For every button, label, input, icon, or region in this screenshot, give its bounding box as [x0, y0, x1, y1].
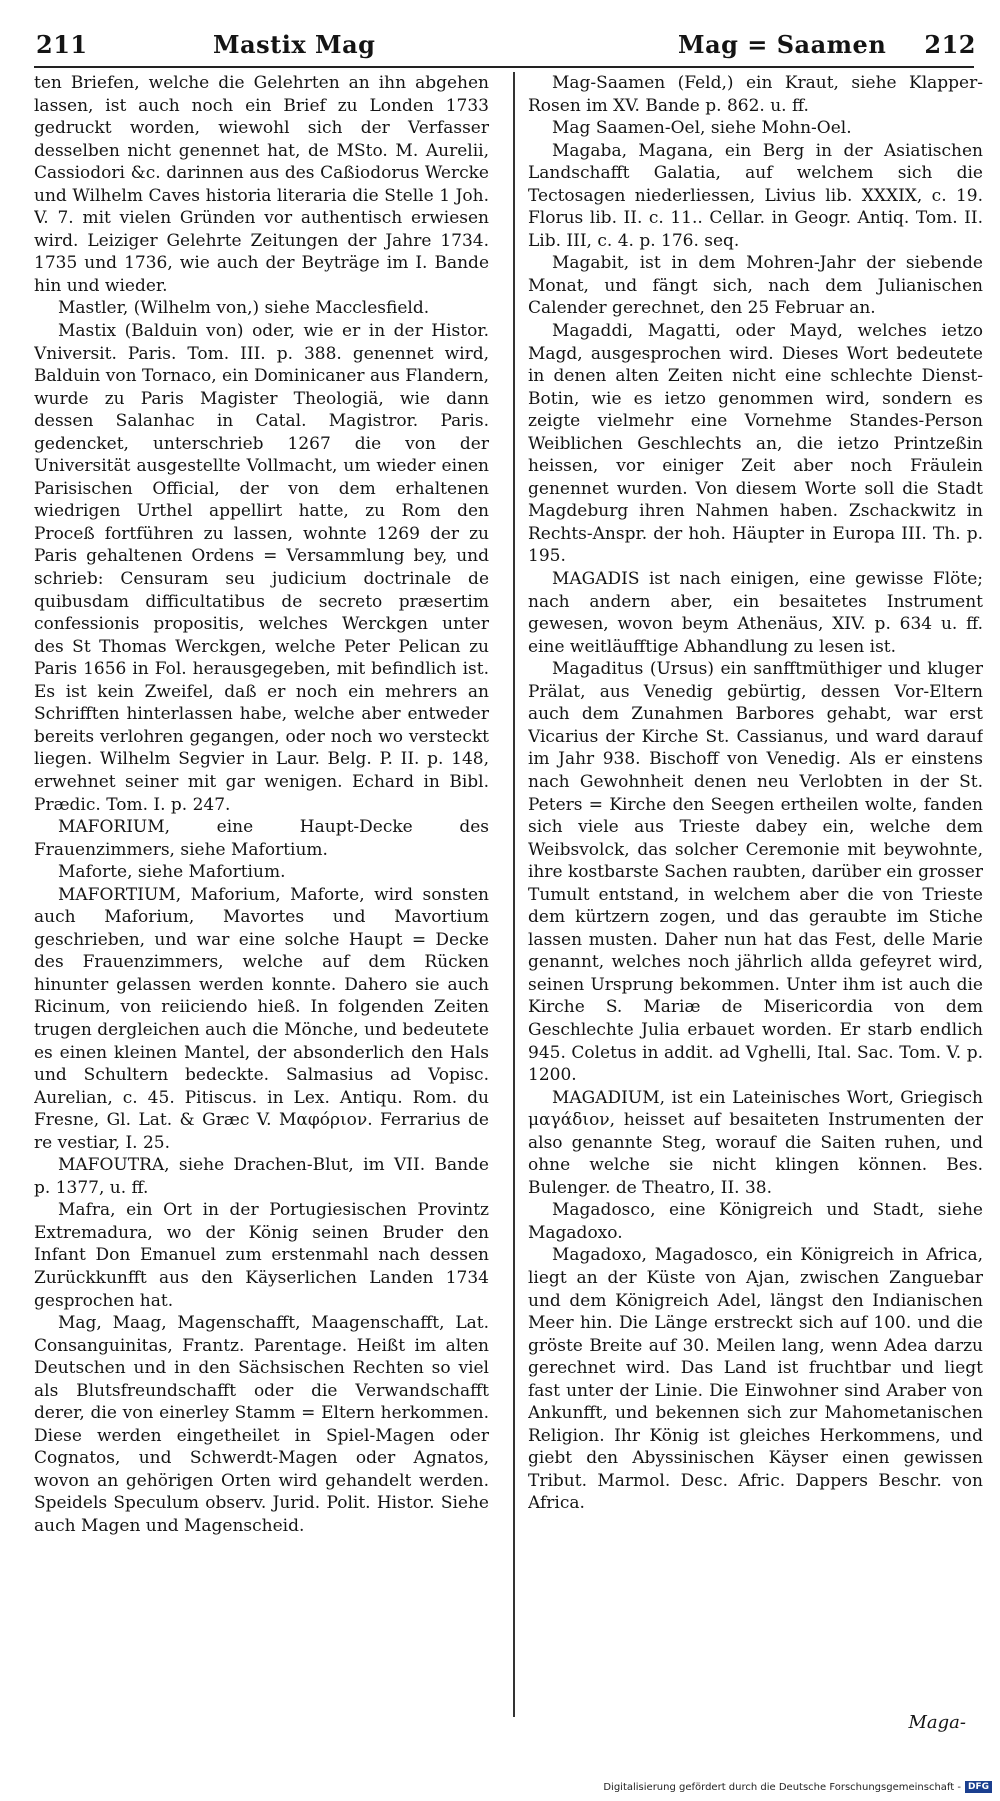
entry-magadosco: Magadosco, eine Königreich und Stadt, siehe Magadoxo. — [528, 1200, 983, 1243]
entry-magaba: Magaba, Magana, ein Berg in der Asiatischen Landschafft Galatia, auf welchem sich die Tectosagen niederliessen, Livius lib. XXXIX, c. 19. Florus lib. II. c. 11.. Cellar. in Geogr. Antiq. Tom. II. Lib. III, c. 4. p. 176. seq. — [528, 140, 983, 251]
entry-mag: Mag, Maag, Magenschafft, Maagenschafft, Lat. Consanguinitas, Frantz. Parentage. Heißt im alten Deutschen und in den Sächsischen Rechten so viel als Blutsfreundschafft oder die Verwandschafft derer, die von einerley Stamm = Eltern herkommen. Diese werden eingetheilet in Spiel-Magen oder Cognatos, und Schwerdt-Magen oder Agnatos, wovon an gehörigen Orten wird gehandelt werden. Speidels Speculum observ. Jurid. Polit. Histor. Siehe auch Magen und Magenscheid. — [34, 1313, 489, 1536]
page-header — [28, 30, 976, 66]
entry-maforium: MAFORIUM, eine Haupt-Decke des Frauenzimmers, siehe Mafortium. — [34, 817, 489, 860]
running-title-left: Mastix Mag — [213, 30, 376, 59]
digitization-credit — [603, 1781, 992, 1793]
entry-magadoxo: Magadoxo, Magadosco, ein Königreich in Africa, liegt an der Küste von Ajan, zwischen Zanguebar und dem Königreich Adel, längst den Indianischen Meer hin. Die Länge erstreckt sich auf 100. und die gröste Breite auf 30. Meilen lang, wenn Adea darzu gerechnet wird. Das Land ist fruchtbar und liegt fast unter der Linie. Die Einwohner sind Araber von Ankunfft, und bekennen sich zur Mahometanischen Religion. Ihr König ist gleiches Herkommens, und giebt den Abyssinischen Käyser einen gewissen Tribut. Marmol. Desc. Afric. Dappers Beschr. von Africa. — [528, 1245, 983, 1514]
entry-continuation: ten Briefen, welche die Gelehrten an ihn abgehen lassen, ist auch noch ein Brief zu Londen 1733 gedruckt worden, wiewohl sich der Verfasser desselben nicht genennet hat, de MSto. M. Aurelii, Cassiodori &c. darinnen aus des Caßiodorus Wercke und Wilhelm Caves historia literaria die Stelle 1 Joh. V. 7. mit vielen Gründen vor authentisch erwiesen wird. Leiziger Gelehrte Zeitungen der Jahre 1734. 1735 und 1736, wie auch der Beyträge im I. Bande hin und wieder. — [34, 73, 489, 296]
entry-magaddi: Magaddi, Magatti, oder Mayd, welches ietzo Magd, ausgesprochen wird. Dieses Wort bedeutete in denen alten Zeiten nicht eine schlechte Dienst-Botin, wie es ietzo genommen wird, sondern es zeigte vielmehr eine Vornehme Standes-Person Weiblichen Geschlechts an, die ietzo Printzeßin heissen, vor einiger Zeit aber noch Fräulein genennet wurden. Von diesem Worte soll die Stadt Magdeburg ihren Nahmen haben. Zschackwitz in Rechts-Anspr. der hoh. Häupter in Europa III. Th. p. 195. — [528, 321, 983, 567]
entry-mastix: Mastix (Balduin von) oder, wie er in der Histor. Vniversit. Paris. Tom. III. p. 388. genennet wird, Balduin von Tornaco, ein Dominicaner aus Flandern, wurde zu Paris Magister Theologiä, wie dann dessen Salanhac in Catal. Magistror. Paris. gedencket, unterschrieb 1267 die von der Universität ausgestellte Vollmacht, um wieder einen Parisischen Official, der von dem erhaltenen wiedrigen Urthel appellirt hatte, zu Rom den Proceß fortführen zu lassen, wohnte 1269 der zu Paris gehaltenen Ordens = Versammlung bey, und schrieb: Censuram seu judicium doctrinale de quibusdam difficultatibus de secreto præsertim confessionis propositis, welches Werckgen unter des St Thomas Werckgen, welche Peter Pelican zu Paris 1656 in Fol. herausgegeben, mit befindlich ist. Es ist kein Zweifel, daß er noch ein mehrers an Schrifften hinterlassen habe, welche aber entweder bereits verlohren gegangen, oder noch wo versteckt liegen. Wilhelm Segvier in Laur. Belg. P. II. p. 148, erwehnet seiner mit gar wenigen. Echard in Bibl. Prædic. Tom. I. p. 247. — [34, 321, 489, 815]
entry-magadis: MAGADIS ist nach einigen, eine gewisse Flöte; nach andern aber, ein besaitetes Instrument gewesen, wovon beym Athenäus, XIV. p. 634 u. ff. eine weitläufftige Abhandlung zu lesen ist. — [528, 569, 983, 657]
entry-mafoutra: MAFOUTRA, siehe Drachen-Blut, im VII. Bande p. 1377, u. ff. — [34, 1155, 489, 1198]
entry-magabit: Magabit, ist in dem Mohren-Jahr der siebende Monat, und fängt sich, nach dem Julianischen Calender gerechnet, den 25 Februar an. — [528, 253, 983, 319]
entry-mafra: Mafra, ein Ort in der Portugiesischen Provintz Extremadura, wo der König seinen Bruder den Infant Don Emanuel zum erstenmahl nach dessen Zurückkunfft aus den Käyserlichen Landen 1734 gesprochen hat. — [34, 1200, 489, 1311]
entry-mafortium: MAFORTIUM, Maforium, Maforte, wird sonsten auch Maforium, Mavortes und Mavortium geschrieben, und war eine solche Haupt = Decke des Frauenzimmers, welche auf dem Rücken hinunter gelassen werden konnte. Dahero sie auch Ricinum, von reiiciendo hieß. In folgenden Zeiten trugen dergleichen auch die Mönche, und bedeutete es einen kleinen Mantel, der absonderlich den Hals und Schultern bedeckte. Salmasius ad Vopisc. Aurelian, c. 45. Pitiscus. in Lex. Antiqu. Rom. du Fresne, Gl. Lat. & Græc V. Μαφόριον. Ferrarius de re vestiar, I. 25. — [34, 884, 489, 1153]
running-title-right: Mag = Saamen — [678, 30, 887, 59]
page-number-right: 212 — [924, 30, 976, 59]
page-number-left: 211 — [36, 30, 88, 59]
entry-magadium: MAGADIUM, ist ein Lateinisches Wort, Griegisch μαγάδιον, heisset auf besaiteten Instrumenten der also genannte Steg, worauf die Saiten ruhen, und ohne welche sie nicht klingen können. Bes. Bulenger. de Theatro, II. 38. — [528, 1087, 983, 1198]
entry-magaditus: Magaditus (Ursus) ein sanfftmüthiger und kluger Prälat, aus Venedig gebürtig, dessen Vor-Eltern auch dem Zunahmen Barbores gehabt, war erst Vicarius der Kirche St. Cassianus, und ward darauf im Jahr 938. Bischoff von Venedig. Als er einstens nach Gewohnheit denen neu Verlobten in der St. Peters = Kirche den Seegen ertheilen wolte, fanden sich viele aus Trieste dabey ein, welche dem Weibsvolck, das solcher Ceremonie mit beywohnte, ihre kostbarste Sachen raubten, darüber ein grosser Tumult entstand, in welchem aber die von Trieste dem kürtzern zogen, und das geraubte im Stiche lassen musten. Daher nun hat das Fest, delle Marie genannt, welches noch jährlich allda gefeyret wird, seinen Ursprung bekommen. Unter ihm ist auch die Kirche S. Mariæ de Misericordia von dem Geschlechte Julia erbauet worden. Er starb endlich 945. Coletus in addit. ad Vghelli, Ital. Sac. Tom. V. p. 1200. — [528, 659, 983, 1086]
column-divider — [513, 72, 515, 1717]
right-column — [528, 72, 983, 1722]
entry-mag-saamen: Mag-Saamen (Feld,) ein Kraut, siehe Klapper-Rosen im XV. Bande p. 862. u. ff. — [528, 73, 983, 116]
dfg-logo: DFG — [965, 1781, 992, 1793]
catchword: Maga- — [908, 1712, 966, 1733]
left-column — [34, 72, 489, 1722]
header-rule — [34, 66, 974, 68]
digitization-credit-text: Digitalisierung gefördert durch die Deutsche Forschungsgemeinschaft - — [603, 1781, 961, 1793]
entry-mag-saamen-oel: Mag Saamen-Oel, siehe Mohn-Oel. — [552, 118, 852, 139]
entry-mastler: Mastler, (Wilhelm von,) siehe Macclesfield. — [58, 298, 430, 319]
entry-maforte: Maforte, siehe Mafortium. — [58, 862, 286, 883]
